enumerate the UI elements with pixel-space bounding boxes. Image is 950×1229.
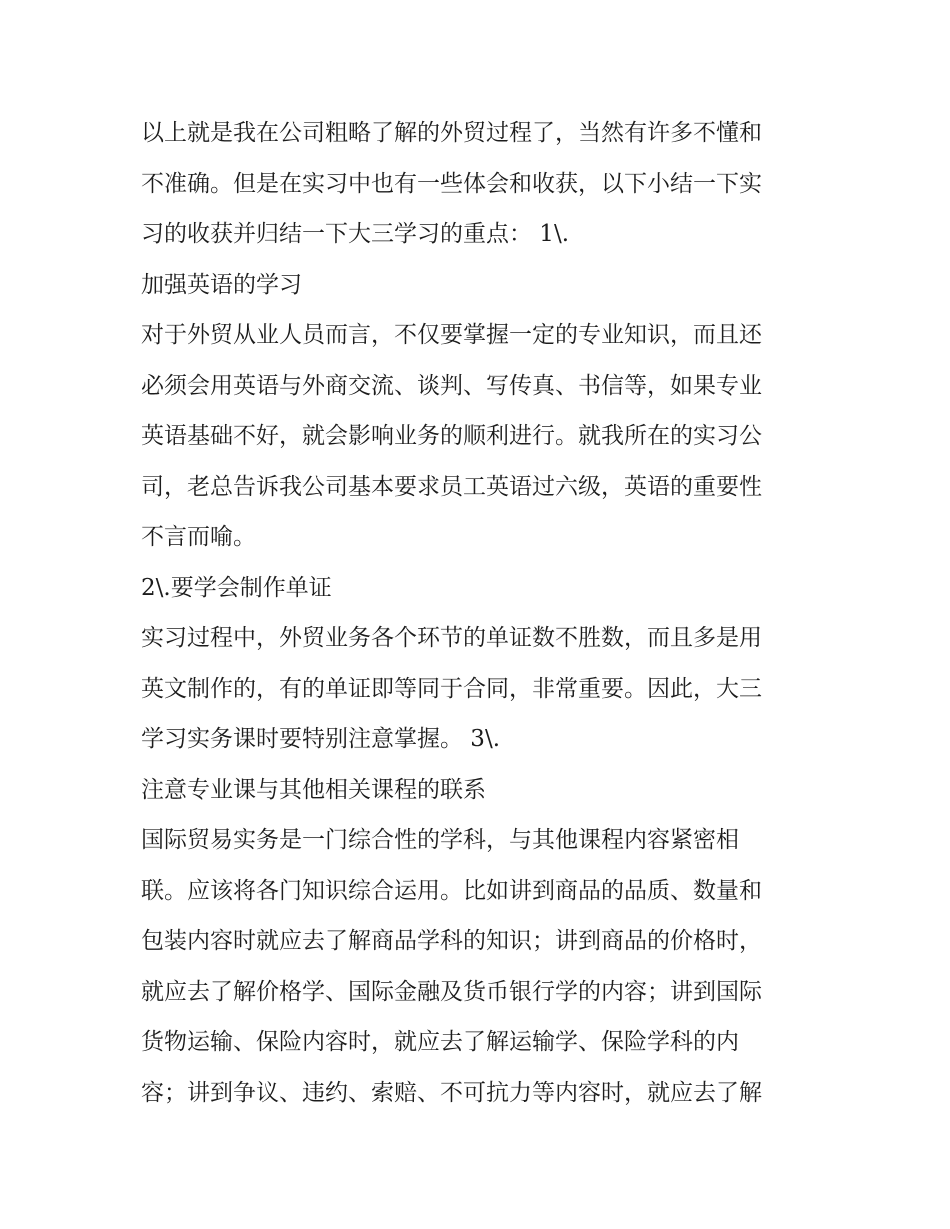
text-line-11: 实习过程中，外贸业务各个环节的单证数不胜数，而且多是用 [141, 625, 762, 651]
section-heading-documents: 2\.要学会制作单证 [141, 574, 332, 601]
text-line-1: 以上就是我在公司粗略了解的外贸过程了，当然有许多不懂和 [141, 120, 762, 146]
text-line-12: 英文制作的，有的单证即等同于合同，非常重要。因此，大三 [141, 675, 762, 702]
text-line-16: 联。应该将各门知识综合运用。比如讲到商品的品质、数量和 [141, 877, 762, 904]
text-line-20: 容；讲到争议、违约、索赔、不可抗力等内容时，就应去了解 [141, 1079, 762, 1106]
text-line-5: 对于外贸从业人员而言，不仅要掌握一定的专业知识，而且还 [141, 322, 762, 348]
text-line-13: 学习实务课时要特别注意掌握。 3\. [141, 726, 501, 752]
text-line-8: 司，老总告诉我公司基本要求员工英语过六级，英语的重要性 [141, 473, 762, 500]
text-line-15: 国际贸易实务是一门综合性的学科，与其他课程内容紧密相 [141, 827, 739, 853]
text-line-6: 必须会用英语与外商交流、谈判、写传真、书信等，如果专业 [141, 372, 762, 399]
text-line-18: 就应去了解价格学、国际金融及货币银行学的内容；讲到国际 [141, 978, 762, 1005]
section-heading-english: 加强英语的学习 [141, 271, 302, 298]
text-line-17: 包装内容时就应去了解商品学科的知识；讲到商品的价格时， [141, 928, 762, 954]
text-line-7: 英语基础不好，就会影响业务的顺利进行。就我所在的实习公 [141, 423, 762, 449]
text-line-9: 不言而喻。 [141, 524, 256, 550]
text-line-19: 货物运输、保险内容时，就应去了解运输学、保险学科的内 [141, 1029, 739, 1055]
document-body [141, 108, 841, 1118]
text-line-2: 不准确。但是在实习中也有一些体会和收获，以下小结一下实 [141, 170, 762, 197]
text-line-3: 习的收获并归结一下大三学习的重点： 1\. [141, 221, 570, 247]
section-heading-courses: 注意专业课与其他相关课程的联系 [141, 776, 486, 803]
